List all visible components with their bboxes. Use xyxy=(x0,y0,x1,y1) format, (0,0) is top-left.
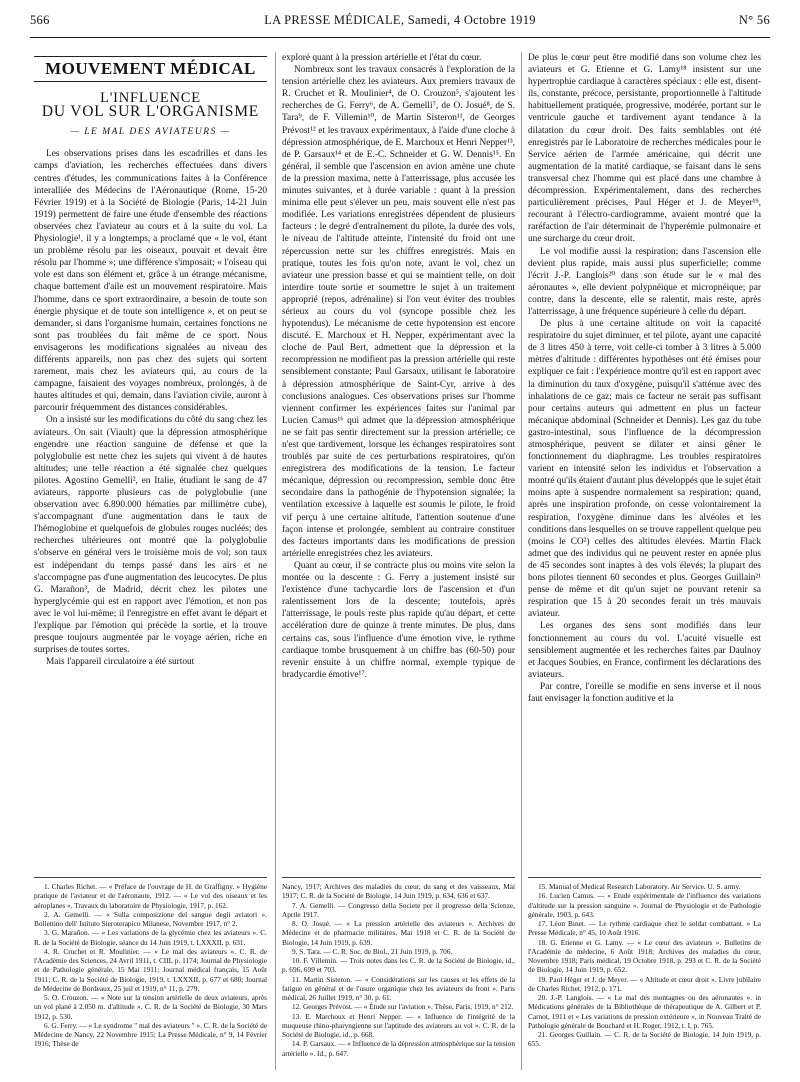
footnote: 2. A. Gemelli. — « Sulla composizione del sangue degli aviatori ». Bollettino dell' Istituto Sieroterapico Milanese, Novembre 1917, n° 2. xyxy=(34,909,267,928)
footnote: 21. Georges Guillain. — C. R. de la Société de Biologie, 14 Juin 1919, p. 655. xyxy=(528,1030,761,1049)
paragraph: Mais l'appareil circulatoire a été surtout xyxy=(46,657,195,668)
paragraph: De plus le cœur peut être modifié dans son volume chez les aviateurs et G. Etienne et G. Lamy¹⁸ insistent sur une hypertrophie cardiaque à caractères spéciaux : elle est, disent-ils, constante, précoce, persistante, proportionnelle à l'altitude habituellement pratiquée, progressive, modérée, portant sur le ventricule gauche et tardivement ayant tendance à la dilatation du cœur droit. Des faits semblables ont été enregistrés par le Laboratoire de recherches médicales pour le Service aérien de l'armée américaine, qui décrit une augmentation de la matité cardiaque, se faisant dans le sens transversal chez l'homme qui est placé dans une chambre à décompression. Expérimentalement, dans des recherches particulièrement précises, Paul Héger et J. de Meyer¹⁹, recourant à l'électro-cardiogramme, avaient montré que la raréfaction de l'air déterminait de l'hyperémie pulmonaire et une surcharge du cœur droit. xyxy=(528,53,761,245)
paragraph: On a insisté sur les modifications du côté du sang chez les aviateurs. On sait (Viault) que la dépression atmosphérique engendre une réaction sanguine de défense et que la polyglobulie est nette chez les sujets qui vivent à de hautes altitudes; une telle réaction a été signalée chez quelques pilotes. Agostino Gemelli², en Italie, étudiant le sang de 47 aviateurs, rapporte plusieurs cas de polyglobulie (une observation avec 6.890.000 hématies par millimètre cube), s'accompagnant d'une augmentation dans le taux de l'hémoglobine et quelquefois de globules rouges nucléés; des recherches ultérieures ont montré que la polyglobulie s'observe en général vers le troisième mois de vol; son taux est indépendant du temps passé dans les airs et ne s'accompagne pas d'une augmentation des leucocytes. De plus G. Marañon³, de Madrid, décrit chez les pilotes une hyperglycémie qui est en rapport avec l'émotion, et non pas avec le vol lui-même; il l'enregistre en effet avant le départ et l'explique par l'émotion qui précède la sortie, et la trouve presque toujours augmentée par le voyage aérien, riche en surprises de toutes sortes. xyxy=(34,415,267,656)
text-column-1 xyxy=(34,52,267,668)
footnote: 8. O. Josué. — « La pression artérielle des aviateurs ». Archives de Médecine et de pharmacie militaires, Mai 1918 et C. R. de la Société de Biologie, 14 Juin 1919, p. 639. xyxy=(282,919,515,947)
footnote: 10. F. Villemin. — Trois notes dans les C. R. de la Société de Biologie, id., p. 696, 699 et 703. xyxy=(282,956,515,975)
footnote: 13. E. Marchoux et Henri Nepper. — « Influence de l'intégrité de la muqueuse rhino-pharyngienne sur l'aptitude des aviateurs au vol ». C. R. de la Société de Biologie, id., p. 668. xyxy=(282,1011,515,1039)
footnotes-column-3 xyxy=(528,882,761,1049)
paragraph: Les observations prises dans les escadrilles et dans les camps d'aviation, les recherches effectuées dans divers centres d'études, les communications faites à la Conférence interalliée des Médecins de l'Aéronautique (Rome, 15-20 Février 1919) et à la Société de Biologie (Paris, 14-21 Juin 1919) permettent de faire une étude d'ensemble des réactions observées chez l'aviateur au cours et à la suite du vol. La Physiologie¹, il y a longtemps, a proclamé que « le vol, étant un problème résolu par les oiseaux, pouvait et devait être résolu par l'homme »; une différence s'imposait; « l'oiseau qui vole est dans son élément et, grâce à un étrange mécanisme, chaque battement d'aile est un mouvement respiratoire. Mais l'homme, dans ce sport extraordinaire, a besoin de toute son énergie physique et de toute son intelligence », et on peut se demander, si dans l'organisme humain, certaines fonctions ne sont pas troublées du fait même de ce sport. Nous envisagerons les modifications signalées au niveau des différents appareils, non pas chez des sujets qui sortent rarement, mais chez les aviateurs qui, au cours de la campagne, faisaient des voyages nombreux, prolongés, à de hautes altitudes et qui, demain, dans l'aviation civile, auront à parcourir fréquemment des distances considérables. xyxy=(34,149,267,414)
text-column-2 xyxy=(282,52,515,681)
footnote: 14. P. Garsaux. — « Influence de la dépression atmosphérique sur la tension artérielle ». Id., p. 647. xyxy=(282,1039,515,1058)
paragraph: Nombreux sont les travaux consacrés à l'exploration de la tension artérielle chez les aviateurs. Aux premiers travaux de R. Cruchet et R. Moulinier⁴, de O. Crouzon⁵, s'ajoutent les recherches de G. Ferry⁶, de A. Gemelli⁷, de O. Josué⁸, de S. Tara⁹, de F. Villemin¹⁰, de Martin Sisteron¹¹, de Georges Prévost¹² et les travaux expérimentaux, à l'aide d'une cloche à dépression atmosphérique, de E. Marchoux et Henri Nepper¹³, de P. Garsaux¹⁴ et de E.-C. Schneider et G. W. Dennis¹⁵. En général, il semble que l'ascension en avion amène une chute de la pression maxima, nette à l'atterrissage, plus accusée les minutes suivantes, et à durée variable : quant à la pression minima elle peut s'élever un peu, mais souvent elle n'est pas modifiée. Les variations enregistrées dépendent de plusieurs facteurs : le degré d'entraînement du pilote, la durée des vols, le niveau de l'altitude atteinte, l'intensité du froid ont une répercussion nette sur les chiffres enregistrés. Mais en pratique, toutes les fois qu'on note, avant le vol, chez un aviateur une pression basse et qui se maintient telle, on doit interdire toute sortie et soumettre le sujet à un traitement approprié (repos, adrénaline) si l'on veut éviter des troubles sérieux au cours du vol (syncope possible chez les hypotendus). Le mécanisme de cette hypotension est encore discuté. E. Marchoux et H. Nepper, expérimentant avec la cloche de Paul Bert, admettent que la dépression et la recompression ne modifient pas la pression artérielle qui reste sensiblement constante; Paul Garsaux, utilisant le laboratoire à dépression atmosphérique de Saint-Cyr, arrive à des conclusions analogues. Ces observations prises sur l'homme viennent confirmer les expériences faites sur l'animal par Lucien Camus¹⁶ qui admet que la dépression atmosphérique ne se fait pas sentir directement sur la pression artérielle; ce n'est que tardivement, lorsque les échanges respiratoires sont troublés par suite de ces perturbations respiratoires, qu'on enregistrera des modifications de la tension. Le facteur mécanique, dépression ou recompression, semble donc être secondaire dans la pathogénie de l'hypotension signalée; la ventilation excessive à laquelle est soumis le pilote, le froid vif perçu à une certaine altitude, l'attention soutenue d'une façon intense et prolongée, semblent au contraire constituer des facteurs importants dans les modifications de pression artérielle enregistrées chez les aviateurs. xyxy=(282,65,515,559)
paragraph: exploré quant à la pression artérielle et l'état du cœur. xyxy=(282,53,482,63)
running-header xyxy=(30,13,770,31)
page-number: 566 xyxy=(30,13,50,27)
column-divider xyxy=(275,52,276,1070)
footnotes-column-1 xyxy=(34,882,267,1049)
footnote: 20. J.-P. Langlois. — « Le mal des montagnes ou des aéronautes ». in Médications générales de la Bibliothèque de thérapeutique de A. Gilbert et P. Carnot, 1911 et « Les variations de pression extérieure », in Nouveau Traité de Pathologie générale de Bouchard et H. Roger, 1912, t. I, p. 765. xyxy=(528,993,761,1030)
issue-number: N° 56 xyxy=(738,13,770,27)
paragraph: Les organes des sens sont modifiés dans leur fonctionnement au cours du vol. L'acuité visuelle est sensiblement augmentée et les recherches faites par Daulnoy et Jacques Soubies, en France, confirment les déclarations des aviateurs. xyxy=(528,621,761,680)
footnote: 1. Charles Richet. — « Préface de l'ouvrage de H. de Graffigny. » Hygiène pratique de l'aviateur et de l'aéronaute, 1912. — « Le vol des oiseaux et les aéroplanes ». Travaux du laboratoire de Physiologie, 1917, p. 162. xyxy=(34,882,267,910)
footnotes-column-2 xyxy=(282,882,515,1058)
footnote: 18. G. Etienne et G. Lamy. — « Le cœur des aviateurs ». Bulletins de l'Académie de médecine, 6 Août 1918; Archives des maladies du cœur, Novembre 1918; Paris médical, 19 Octobre 1918, p. 293 et C. R. de la Société de Biologie, 14 Juin 1919, p. 652. xyxy=(528,937,761,975)
section-rule xyxy=(34,81,267,82)
footnote-rule xyxy=(282,877,515,878)
footnote: 4. R. Cruchet et R. Moulinier. — « Le mal des aviateurs ». C. R. de l'Académie des Sciences, 24 Avril 1911, t. CIII, p. 1174; Journal de Physiologie et de Pathologie générale, 15 Mai 1911; Journal médical français, 15 Août 1911; C. R. de la Société de Biologie, 1919, t. LXXXII, p. 677 et 680; Journal de Médecine de Bordeaux, 25 juil et 1919, n° 11, p. 279. xyxy=(34,946,267,993)
footnote: 12. Georges Prévost. — « Étude sur l'aviation ». Thèse, Paris, 1919, n° 212. xyxy=(292,1002,514,1012)
footnote-rule xyxy=(34,877,267,878)
footnote: 3. G. Marañon. — « Les variations de la glycémie chez les aviateurs ». C. R. de la Société de Biologie, séance du 14 Juin 1919, t. LXXXII, p. 631. xyxy=(34,928,267,947)
footnote: 15. Manual of Medical Research Laboratory. Air Service. U. S. army. xyxy=(538,882,741,891)
column-divider xyxy=(521,52,522,1070)
footnote: 5. O. Crouzon. — « Note sur la tension artérielle de deux aviateurs, après un vol plané à 2.050 m. d'altitude ». C. R. de la Société de Biologie, 30 Mars 1912, p. 530. xyxy=(34,993,267,1021)
section-title: MOUVEMENT MÉDICAL xyxy=(45,59,256,78)
paragraph: Quant au cœur, il se contracte plus ou moins vite selon la montée ou la descente : G. Ferry a justement insisté sur l'existence d'une tachycardie lors de l'ascension et d'un ralentissement lors de la descente; toutefois, après l'atterrissage, le pouls reste plus rapide qu'au départ, et cette accélération dure de quinze à trente minutes. De plus, dans certains cas, sous l'influence d'une émotion vive, le rythme cardiaque tombe brusquement à un chiffre bas (60-50) pour revenir ensuite à un chiffre normal, exemple typique de bradycardie émotive¹⁷. xyxy=(282,560,515,680)
text-column-3 xyxy=(528,52,761,705)
footnote: 6. G. Ferry. — « Le syndrome " mal des aviateurs " ». C. R. de la Société de Médecine de Nancy, 22 Novembre 1915; La Presse Médicale, n° 9, 14 Février 1916; Thèse de xyxy=(34,1020,267,1049)
paragraph: De plus à une certaine altitude on voit la capacité respiratoire du sujet diminuer, et tel pilote, ayant une capacité de 3 litres 450 à terre, voit celle-ci tomber à 3 litres à 5.000 mètres d'altitude : différentes hypothèses ont été émises pour expliquer ce fait : l'expérience montre qu'il est en rapport avec la diminution du taux d'oxygène, puisqu'il s'atténue avec des inhalations de ce gaz; mais ce facteur ne serait pas suffisant pour certains auteurs qui admettent en plus un facteur mécanique abdominal (Schneider et Dennis). Les gaz du tube gastro-intestinal, sous l'influence de la décompression atmosphérique, peuvent se dilater et ainsi gêner le fonctionnement du diaphragme. Les troubles respiratoires varient en intensité selon les individus et l'observation a montré qu'ils étaient d'autant plus développés que le sujet était moins apte à suspendre normalement sa respiration; quand, après une inspiration profonde, on cesse volontairement la respiration, l'oxygène diminue dans les alvéoles et les conditions dans lesquelles on se trouve rappellent quelque peu (moins le CO²) celles des altitudes élevées. Martin Flack admet que des individus qui ne peuvent rester en apnée plus de 45 secondes sont inaptes à des vols élevés; la plupart des bons pilotes tiennent 60 secondes et plus. Georges Guillain²¹ pense de même et dit qu'un sujet ne pouvant retenir sa respiration que 15 à 20 secondes ferait un très mauvais aviateur. xyxy=(528,319,762,620)
section-rule xyxy=(34,56,267,57)
article-title-line-1: L'INFLUENCE xyxy=(100,90,201,107)
header-rule xyxy=(30,37,770,38)
footnote: 9. S. Tara. — C. R. Soc. de Biol., 21 Juin 1919, p. 706. xyxy=(292,946,453,956)
footnote: 19. Paul Héger et J. de Meyer. — « Altitude et cœur droit ». Livre jubilaire de Charles Richet, 1912, p. 171. xyxy=(528,974,761,993)
footnote-rule xyxy=(528,877,761,878)
footnote: Nancy, 1917; Archives des maladies du cœur, du sang et des vaisseaux, Mai 1917; C. R. de la Société de Biologie, 14 Juin 1919, p. 634, 636 et 637. xyxy=(282,882,515,901)
footnote: 16. Lucien Camus. — « Etude expérimentale de l'influence des variations d'altitude sur la pression sanguine ». Journal de Physiologie et de Pathologie générale, 1903, p. 643. xyxy=(528,891,761,919)
paragraph: Le vol modifie aussi la respiration; dans l'ascension elle devient plus rapide, mais aussi plus superficielle; comme l'écrit J.-P. Langlois²⁰ dans son étude sur le « mal des aéronautes », elle devient polypnéique et micropnéique; par contre, dans la descente, elle se ralentit, mais reste, après l'atterrissage, à une fréquence supérieure à celle du départ. xyxy=(528,246,761,317)
article-subtitle: — LE MAL DES AVIATEURS — xyxy=(70,127,231,138)
paragraph: Par contre, l'oreille se modifie en sens inverse et il nous faut envisager la fonction auditive et la xyxy=(528,681,761,704)
footnote: 11. Martin Sisteron. — « Considérations sur les causes et les effets de la fatigue en général et de l'usure organique chez les aviateurs du front ». Paris médical, 26 Juillet 1919, n° 30, p. 61. xyxy=(282,974,515,1002)
journal-title: LA PRESSE MÉDICALE, Samedi, 4 Octobre 1919 xyxy=(264,13,536,27)
footnote: 7. A. Gemelli. — Congresso della Societe per il progresso della Scienze, Aprile 1917. xyxy=(282,900,515,919)
article-title-line-2: DU VOL SUR L'ORGANISME xyxy=(41,103,260,121)
footnote: 17. Léon Binet. — Le rythme cardiaque chez le soldat combattant. » La Presse Médicale, n° 45, 10 Août 1916. xyxy=(528,919,761,938)
